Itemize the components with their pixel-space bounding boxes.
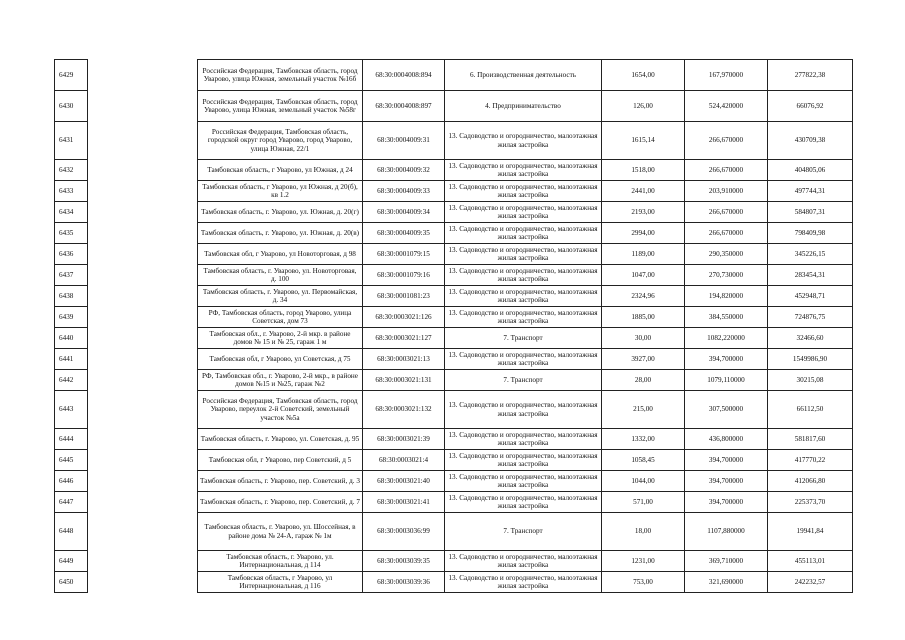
address-cell: Российская Федерация, Тамбовская область, городской округ город Уварово, город Уварово, улица Южная, 22/1 — [198, 122, 363, 160]
table-row — [55, 60, 853, 91]
row-number-cell: 6444 — [55, 429, 88, 450]
cadastral-number-cell: 68:30:0004009:32 — [363, 160, 445, 181]
blank-cell — [88, 370, 198, 391]
specific-value-cell: 307,500000 — [685, 391, 768, 429]
cadastral-number-cell: 68:30:0004009:34 — [363, 202, 445, 223]
land-use-cell: 13. Садоводство и огородничество, малоэтажная жилая застройка — [445, 572, 602, 593]
address-cell: Тамбовская область, г. Уварово, ул. Южная, д. 20(г) — [198, 202, 363, 223]
cadastral-value-cell: 417770,22 — [768, 450, 853, 471]
row-number-cell: 6448 — [55, 513, 88, 551]
cadastral-value-cell: 497744,31 — [768, 181, 853, 202]
blank-cell — [88, 60, 198, 91]
row-number-cell: 6443 — [55, 391, 88, 429]
land-cadastre-table — [54, 59, 853, 593]
area-cell: 1615,14 — [602, 122, 685, 160]
specific-value-cell: 266,670000 — [685, 202, 768, 223]
address-cell: Тамбовская область, г Уварово, ул Южная, д 24 — [198, 160, 363, 181]
specific-value-cell: 394,700000 — [685, 471, 768, 492]
cadastral-value-cell: 66112,50 — [768, 391, 853, 429]
area-cell: 1332,00 — [602, 429, 685, 450]
area-cell: 1885,00 — [602, 307, 685, 328]
address-cell: Тамбовская область, г. Уварово, пер. Советский, д. 7 — [198, 492, 363, 513]
area-cell: 18,00 — [602, 513, 685, 551]
row-number-cell: 6432 — [55, 160, 88, 181]
land-use-cell: 13. Садоводство и огородничество, малоэтажная жилая застройка — [445, 307, 602, 328]
row-number-cell: 6446 — [55, 471, 88, 492]
land-use-cell: 7. Транспорт — [445, 370, 602, 391]
specific-value-cell: 266,670000 — [685, 223, 768, 244]
specific-value-cell: 1079,110000 — [685, 370, 768, 391]
row-number-cell: 6445 — [55, 450, 88, 471]
table-row — [55, 122, 853, 160]
table-row — [55, 391, 853, 429]
area-cell: 2441,00 — [602, 181, 685, 202]
area-cell: 126,00 — [602, 91, 685, 122]
cadastral-value-cell: 724876,75 — [768, 307, 853, 328]
row-number-cell: 6434 — [55, 202, 88, 223]
land-use-cell: 13. Садоводство и огородничество, малоэтажная жилая застройка — [445, 471, 602, 492]
row-number-cell: 6438 — [55, 286, 88, 307]
address-cell: Российская Федерация, Тамбовская область, город Уварово, улица Южная, земельный участок №58г — [198, 91, 363, 122]
area-cell: 1189,00 — [602, 244, 685, 265]
table-row — [55, 307, 853, 328]
blank-cell — [88, 450, 198, 471]
blank-cell — [88, 492, 198, 513]
area-cell: 753,00 — [602, 572, 685, 593]
cadastral-number-cell: 68:30:0003021:126 — [363, 307, 445, 328]
cadastral-number-cell: 68:30:0003021:131 — [363, 370, 445, 391]
blank-cell — [88, 349, 198, 370]
cadastral-value-cell: 283454,31 — [768, 265, 853, 286]
cadastral-value-cell: 430709,38 — [768, 122, 853, 160]
address-cell: РФ, Тамбовская обл., г. Уварово, 2-й мкр., в районе домов №15 и №25, гараж №2 — [198, 370, 363, 391]
row-number-cell: 6447 — [55, 492, 88, 513]
blank-cell — [88, 223, 198, 244]
area-cell: 1518,00 — [602, 160, 685, 181]
cadastral-number-cell: 68:30:0003021:41 — [363, 492, 445, 513]
table-row — [55, 286, 853, 307]
land-use-cell: 7. Транспорт — [445, 328, 602, 349]
table-row — [55, 471, 853, 492]
area-cell: 1231,00 — [602, 551, 685, 572]
table-row — [55, 572, 853, 593]
cadastral-number-cell: 68:30:0003021:40 — [363, 471, 445, 492]
address-cell: Тамбовская область, г. Уварово, ул. Первомайская, д. 34 — [198, 286, 363, 307]
blank-cell — [88, 202, 198, 223]
cadastral-number-cell: 68:30:0003021:4 — [363, 450, 445, 471]
specific-value-cell: 321,690000 — [685, 572, 768, 593]
land-use-cell: 13. Садоводство и огородничество, малоэтажная жилая застройка — [445, 223, 602, 244]
cadastral-number-cell: 68:30:0003021:127 — [363, 328, 445, 349]
table-row — [55, 450, 853, 471]
address-cell: Тамбовская область, г. Уварово, пер. Советский, д. 3 — [198, 471, 363, 492]
table-row — [55, 202, 853, 223]
area-cell: 215,00 — [602, 391, 685, 429]
land-use-cell: 13. Садоводство и огородничество, малоэтажная жилая застройка — [445, 244, 602, 265]
specific-value-cell: 270,730000 — [685, 265, 768, 286]
cadastral-value-cell: 798409,98 — [768, 223, 853, 244]
cadastral-number-cell: 68:30:0004008:894 — [363, 60, 445, 91]
cadastral-value-cell: 455113,01 — [768, 551, 853, 572]
address-cell: Тамбовская обл, г Уварово, пер Советский, д 5 — [198, 450, 363, 471]
cadastral-number-cell: 68:30:0003039:36 — [363, 572, 445, 593]
row-number-cell: 6436 — [55, 244, 88, 265]
blank-cell — [88, 122, 198, 160]
address-cell: Тамбовская область, г. Уварово, ул. Интернациональная, д 114 — [198, 551, 363, 572]
specific-value-cell: 203,910000 — [685, 181, 768, 202]
land-use-cell: 13. Садоводство и огородничество, малоэтажная жилая застройка — [445, 450, 602, 471]
table-row — [55, 492, 853, 513]
land-use-cell: 13. Садоводство и огородничество, малоэтажная жилая застройка — [445, 349, 602, 370]
land-use-cell: 6. Производственная деятельность — [445, 60, 602, 91]
cadastral-number-cell: 68:30:0003021:13 — [363, 349, 445, 370]
cadastral-value-cell: 277822,38 — [768, 60, 853, 91]
address-cell: Российская Федерация, Тамбовская область, город Уварово, улица Южная, земельный участок №16б — [198, 60, 363, 91]
specific-value-cell: 394,700000 — [685, 349, 768, 370]
blank-cell — [88, 91, 198, 122]
cadastral-value-cell: 412066,80 — [768, 471, 853, 492]
address-cell: Тамбовская область, г. Уварово, ул. Шоссейная, в районе дома № 24-А, гараж № 1м — [198, 513, 363, 551]
cadastral-number-cell: 68:30:0003039:35 — [363, 551, 445, 572]
table-row — [55, 244, 853, 265]
land-use-cell: 13. Садоводство и огородничество, малоэтажная жилая застройка — [445, 122, 602, 160]
area-cell: 1654,00 — [602, 60, 685, 91]
specific-value-cell: 167,970000 — [685, 60, 768, 91]
land-use-cell: 13. Садоводство и огородничество, малоэтажная жилая застройка — [445, 265, 602, 286]
address-cell: Тамбовская область, г. Уварово, ул. Южная, д. 20(в) — [198, 223, 363, 244]
table-row — [55, 513, 853, 551]
land-cadastre-table-wrapper — [54, 59, 853, 593]
specific-value-cell: 394,700000 — [685, 492, 768, 513]
row-number-cell: 6442 — [55, 370, 88, 391]
row-number-cell: 6441 — [55, 349, 88, 370]
cadastral-value-cell: 225373,70 — [768, 492, 853, 513]
cadastral-value-cell: 1549986,90 — [768, 349, 853, 370]
area-cell: 3927,00 — [602, 349, 685, 370]
blank-cell — [88, 429, 198, 450]
specific-value-cell: 290,350000 — [685, 244, 768, 265]
table-row — [55, 551, 853, 572]
table-body — [55, 60, 853, 593]
specific-value-cell: 384,550000 — [685, 307, 768, 328]
address-cell: Тамбовская область, г Уварово, ул Интернациональная, д 116 — [198, 572, 363, 593]
table-row — [55, 328, 853, 349]
cadastral-number-cell: 68:30:0004009:35 — [363, 223, 445, 244]
blank-cell — [88, 471, 198, 492]
row-number-cell: 6429 — [55, 60, 88, 91]
blank-cell — [88, 181, 198, 202]
blank-cell — [88, 551, 198, 572]
address-cell: РФ, Тамбовская область, город Уварово, улица Советская, дом 73 — [198, 307, 363, 328]
cadastral-number-cell: 68:30:0004009:33 — [363, 181, 445, 202]
area-cell: 1058,45 — [602, 450, 685, 471]
cadastral-number-cell: 68:30:0001079:15 — [363, 244, 445, 265]
area-cell: 2994,00 — [602, 223, 685, 244]
row-number-cell: 6449 — [55, 551, 88, 572]
cadastral-number-cell: 68:30:0004009:31 — [363, 122, 445, 160]
land-use-cell: 7. Транспорт — [445, 513, 602, 551]
area-cell: 571,00 — [602, 492, 685, 513]
cadastral-value-cell: 404805,06 — [768, 160, 853, 181]
cadastral-value-cell: 452948,71 — [768, 286, 853, 307]
cadastral-value-cell: 584807,31 — [768, 202, 853, 223]
address-cell: Тамбовская обл, г Уварово, ул Советская, д 75 — [198, 349, 363, 370]
cadastral-number-cell: 68:30:0003021:132 — [363, 391, 445, 429]
row-number-cell: 6440 — [55, 328, 88, 349]
row-number-cell: 6439 — [55, 307, 88, 328]
blank-cell — [88, 307, 198, 328]
cadastral-number-cell: 68:30:0001079:16 — [363, 265, 445, 286]
area-cell: 2193,00 — [602, 202, 685, 223]
blank-cell — [88, 286, 198, 307]
specific-value-cell: 194,820000 — [685, 286, 768, 307]
blank-cell — [88, 328, 198, 349]
land-use-cell: 13. Садоводство и огородничество, малоэтажная жилая застройка — [445, 181, 602, 202]
blank-cell — [88, 513, 198, 551]
specific-value-cell: 394,700000 — [685, 450, 768, 471]
blank-cell — [88, 572, 198, 593]
cadastral-value-cell: 242232,57 — [768, 572, 853, 593]
row-number-cell: 6450 — [55, 572, 88, 593]
row-number-cell: 6435 — [55, 223, 88, 244]
row-number-cell: 6430 — [55, 91, 88, 122]
address-cell: Тамбовская обл., г. Уварово, 2-й мкр. в районе домов № 15 и № 25, гараж 1 м — [198, 328, 363, 349]
blank-cell — [88, 244, 198, 265]
row-number-cell: 6433 — [55, 181, 88, 202]
cadastral-value-cell: 66076,92 — [768, 91, 853, 122]
cadastral-value-cell: 581817,60 — [768, 429, 853, 450]
specific-value-cell: 266,670000 — [685, 160, 768, 181]
address-cell: Тамбовская область, г. Уварово, ул. Советская, д. 95 — [198, 429, 363, 450]
land-use-cell: 13. Садоводство и огородничество, малоэтажная жилая застройка — [445, 492, 602, 513]
cadastral-number-cell: 68:30:0004008:897 — [363, 91, 445, 122]
area-cell: 1047,00 — [602, 265, 685, 286]
table-row — [55, 349, 853, 370]
table-row — [55, 223, 853, 244]
specific-value-cell: 436,800000 — [685, 429, 768, 450]
cadastral-value-cell: 19941,84 — [768, 513, 853, 551]
area-cell: 28,00 — [602, 370, 685, 391]
cadastral-number-cell: 68:30:0003036:99 — [363, 513, 445, 551]
cadastral-value-cell: 32466,60 — [768, 328, 853, 349]
specific-value-cell: 266,670000 — [685, 122, 768, 160]
specific-value-cell: 369,710000 — [685, 551, 768, 572]
table-row — [55, 91, 853, 122]
area-cell: 2324,96 — [602, 286, 685, 307]
blank-cell — [88, 391, 198, 429]
table-row — [55, 160, 853, 181]
land-use-cell: 13. Садоводство и огородничество, малоэтажная жилая застройка — [445, 551, 602, 572]
specific-value-cell: 524,420000 — [685, 91, 768, 122]
land-use-cell: 4. Предпринимательство — [445, 91, 602, 122]
blank-cell — [88, 265, 198, 286]
land-use-cell: 13. Садоводство и огородничество, малоэтажная жилая застройка — [445, 202, 602, 223]
cadastral-value-cell: 345226,15 — [768, 244, 853, 265]
area-cell: 30,00 — [602, 328, 685, 349]
cadastral-value-cell: 30215,08 — [768, 370, 853, 391]
land-use-cell: 13. Садоводство и огородничество, малоэтажная жилая застройка — [445, 429, 602, 450]
table-row — [55, 370, 853, 391]
table-row — [55, 181, 853, 202]
row-number-cell: 6431 — [55, 122, 88, 160]
cadastral-number-cell: 68:30:0003021:39 — [363, 429, 445, 450]
cadastral-number-cell: 68:30:0001081:23 — [363, 286, 445, 307]
row-number-cell: 6437 — [55, 265, 88, 286]
area-cell: 1044,00 — [602, 471, 685, 492]
land-use-cell: 13. Садоводство и огородничество, малоэтажная жилая застройка — [445, 286, 602, 307]
table-row — [55, 429, 853, 450]
specific-value-cell: 1082,220000 — [685, 328, 768, 349]
address-cell: Тамбовская обл, г Уварово, ул Новоторговая, д 98 — [198, 244, 363, 265]
specific-value-cell: 1107,880000 — [685, 513, 768, 551]
land-use-cell: 13. Садоводство и огородничество, малоэтажная жилая застройка — [445, 391, 602, 429]
address-cell: Тамбовская область, г Уварово, ул Южная, д 20(б), кв 1.2 — [198, 181, 363, 202]
blank-cell — [88, 160, 198, 181]
address-cell: Тамбовская область, г. Уварово, ул. Новоторговая, д. 100 — [198, 265, 363, 286]
table-row — [55, 265, 853, 286]
address-cell: Российская Федерация, Тамбовская область, город Уварово, переулок 2-й Советский, земельный участок №5а — [198, 391, 363, 429]
land-use-cell: 13. Садоводство и огородничество, малоэтажная жилая застройка — [445, 160, 602, 181]
